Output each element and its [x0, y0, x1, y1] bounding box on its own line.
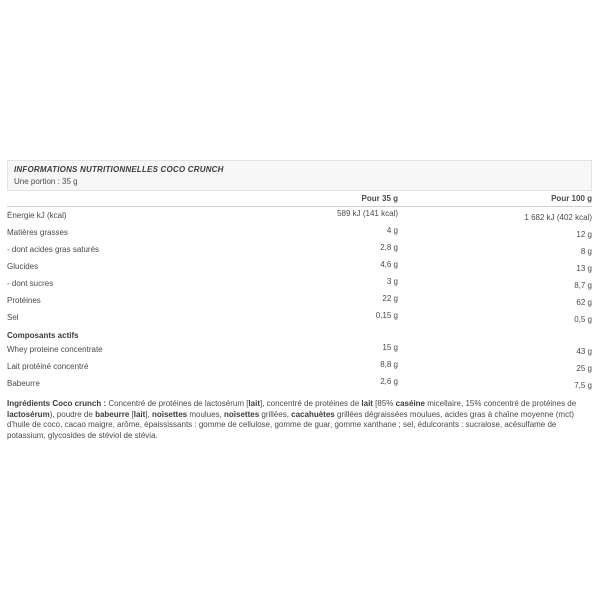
value-per-100g: 8 g: [580, 247, 592, 256]
value-per-35g: 3 g: [386, 277, 398, 286]
value-per-100g: 7,5 g: [574, 381, 592, 390]
ingredients-text: Ingrédients Coco crunch : Concentré de protéines de lactosérum [lait], concentré de protéines de lait [85% caséine micellaire, 15% concentré de protéines de lactosérum), poudre de babeurre [lait], noisettes moulues, noisettes grillées, cacahuètes grillées dégraissées moulues, acides gras à chaîne moyenne (mct) d'huile de coco, cacao maigre, arôme, épaississants : gomme de cellulose, gomme de guar, gomme xanthane ; sel, édulcorants : sucralose, acésulfame de potassium, glycosides de stéviol de stévia.: [7, 399, 577, 440]
table-row: [7, 224, 592, 241]
value-per-100g: 0,5 g: [574, 315, 592, 324]
nutrition-title: INFORMATIONS NUTRITIONNELLES COCO CRUNCH: [14, 165, 224, 174]
row-label: Lait protéiné concentré: [7, 362, 89, 371]
row-label: Matières grasses: [7, 228, 68, 237]
table-row: [7, 241, 592, 258]
table-row: [7, 309, 592, 326]
value-per-35g: 0,15 g: [375, 311, 398, 320]
row-label: - dont sucres: [7, 279, 54, 288]
value-per-35g: 15 g: [382, 343, 398, 352]
table-header-row: [7, 192, 592, 207]
table-section-row: [7, 326, 592, 341]
value-per-100g: 25 g: [576, 364, 592, 373]
value-per-100g: 12 g: [576, 230, 592, 239]
value-per-35g: 2,8 g: [380, 243, 398, 252]
row-label: Composants actifs: [7, 331, 79, 340]
nutrition-rows: [7, 207, 592, 392]
table-row: [7, 358, 592, 375]
value-per-100g: 1 682 kJ (402 kcal): [524, 213, 592, 222]
value-per-35g: 4,6 g: [380, 260, 398, 269]
value-per-35g: 589 kJ (141 kcal): [337, 209, 398, 218]
portion-size: Une portion : 35 g: [14, 177, 78, 186]
header-per-35g: Pour 35 g: [361, 194, 398, 203]
table-row: [7, 341, 592, 358]
value-per-100g: 13 g: [576, 264, 592, 273]
nutrition-title-box: [7, 160, 592, 191]
table-row: [7, 275, 592, 292]
value-per-35g: 8,8 g: [380, 360, 398, 369]
ingredients-paragraph: [7, 399, 592, 441]
row-label: Whey proteine concentrate: [7, 345, 103, 354]
nutrition-panel: [7, 160, 592, 441]
value-per-35g: 2,6 g: [380, 377, 398, 386]
value-per-100g: 62 g: [576, 298, 592, 307]
value-per-100g: 43 g: [576, 347, 592, 356]
value-per-100g: 8,7 g: [574, 281, 592, 290]
table-row: [7, 258, 592, 275]
row-label: Babeurre: [7, 379, 40, 388]
value-per-35g: 22 g: [382, 294, 398, 303]
row-label: Sel: [7, 313, 19, 322]
row-label: Glucides: [7, 262, 39, 271]
table-row: [7, 207, 592, 224]
table-row: [7, 292, 592, 309]
row-label: - dont acides gras saturés: [7, 245, 100, 254]
row-label: Énergie kJ (kcal): [7, 211, 67, 220]
table-row: [7, 375, 592, 392]
value-per-35g: 4 g: [386, 226, 398, 235]
row-label: Protéines: [7, 296, 41, 305]
header-per-100g: Pour 100 g: [551, 194, 592, 203]
